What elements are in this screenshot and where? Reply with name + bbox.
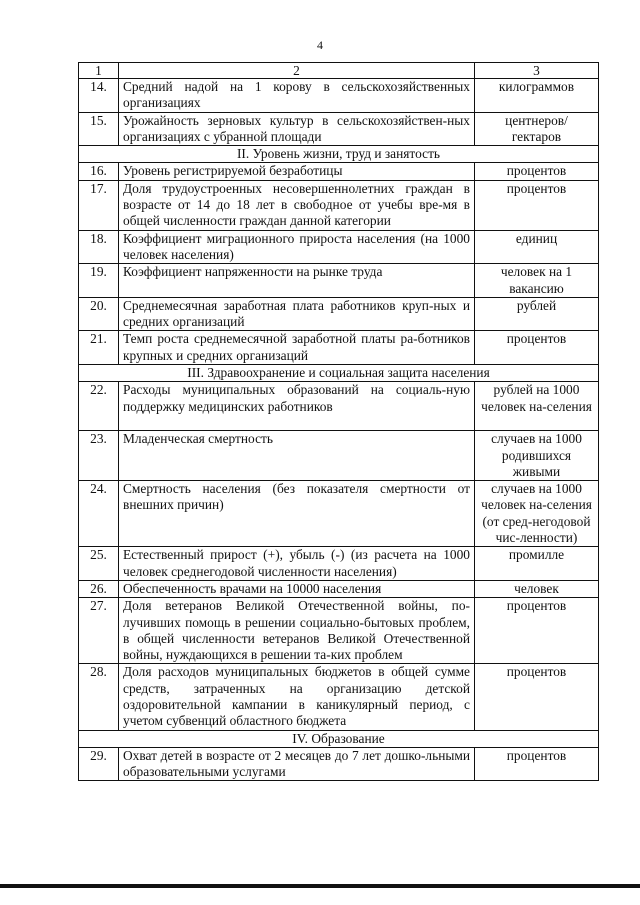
unit-of-measure: центнеров/ гектаров bbox=[475, 112, 599, 146]
section-title: IV. Образование bbox=[79, 730, 599, 747]
row-number: 27. bbox=[79, 598, 119, 664]
indicator-name: Уровень регистрируемой безработицы bbox=[119, 163, 475, 180]
table-row bbox=[79, 382, 599, 431]
table-row bbox=[79, 112, 599, 146]
unit-of-measure: процентов bbox=[475, 664, 599, 730]
unit-of-measure: единиц bbox=[475, 230, 599, 264]
table-row bbox=[79, 664, 599, 730]
row-number: 28. bbox=[79, 664, 119, 730]
row-number: 23. bbox=[79, 431, 119, 481]
indicator-name: Естественный прирост (+), убыль (-) (из расчета на 1000 человек среднегодовой численности населения) bbox=[119, 547, 475, 581]
table-row bbox=[79, 163, 599, 180]
table-row bbox=[79, 230, 599, 264]
row-number: 29. bbox=[79, 747, 119, 781]
unit-of-measure: килограммов bbox=[475, 79, 599, 113]
indicator-name: Расходы муниципальных образований на социаль-ную поддержку медицинских работников bbox=[119, 382, 475, 431]
indicator-name: Смертность населения (без показателя смертности от внешних причин) bbox=[119, 481, 475, 547]
table-row bbox=[79, 747, 599, 781]
row-number: 20. bbox=[79, 297, 119, 331]
header-col-1: 1 bbox=[79, 63, 119, 79]
table-row bbox=[79, 431, 599, 481]
unit-of-measure: человек на 1 вакансию bbox=[475, 264, 599, 298]
unit-of-measure: процентов bbox=[475, 163, 599, 180]
indicator-name: Доля трудоустроенных несовершеннолетних граждан в возрасте от 14 до 18 лет в свободное от учебы вре-мя в общей численности граждан данной категории bbox=[119, 180, 475, 230]
indicator-name: Охват детей в возрасте от 2 месяцев до 7 лет дошко-льными образовательными услугами bbox=[119, 747, 475, 781]
unit-of-measure: случаев на 1000 родившихся живыми bbox=[475, 431, 599, 481]
row-number: 25. bbox=[79, 547, 119, 581]
row-number: 18. bbox=[79, 230, 119, 264]
indicators-table bbox=[78, 62, 599, 781]
table-row bbox=[79, 180, 599, 230]
indicator-name: Обеспеченность врачами на 10000 населения bbox=[119, 580, 475, 597]
table-row bbox=[79, 331, 599, 365]
bottom-border-bar bbox=[0, 884, 640, 888]
indicator-name: Доля ветеранов Великой Отечественной войны, по-лучивших помощь в решении социально-бытовых проблем, в общей численности ветеранов Великой Отечественной войны, нуждающихся в решении та-ких проблем bbox=[119, 598, 475, 664]
unit-of-measure: рублей на 1000 человек на-селения bbox=[475, 382, 599, 431]
unit-of-measure: процентов bbox=[475, 747, 599, 781]
indicator-name: Доля расходов муниципальных бюджетов в общей сумме средств, затраченных на организацию детской оздоровительной кампании в каникулярный период, с учетом субвенций областного бюджета bbox=[119, 664, 475, 730]
table-row bbox=[79, 598, 599, 664]
row-number: 14. bbox=[79, 79, 119, 113]
header-row bbox=[79, 63, 599, 79]
header-col-3: 3 bbox=[475, 63, 599, 79]
indicator-name: Среднемесячная заработная плата работников круп-ных и средних организаций bbox=[119, 297, 475, 331]
row-number: 22. bbox=[79, 382, 119, 431]
unit-of-measure: человек bbox=[475, 580, 599, 597]
indicator-name: Урожайность зерновых культур в сельскохозяйствен-ных организациях с убранной площади bbox=[119, 112, 475, 146]
unit-of-measure: рублей bbox=[475, 297, 599, 331]
row-number: 16. bbox=[79, 163, 119, 180]
table-row bbox=[79, 79, 599, 113]
unit-of-measure: процентов bbox=[475, 331, 599, 365]
section-title: III. Здравоохранение и социальная защита населения bbox=[79, 365, 599, 382]
row-number: 26. bbox=[79, 580, 119, 597]
section-title: II. Уровень жизни, труд и занятость bbox=[79, 146, 599, 163]
unit-of-measure: промилле bbox=[475, 547, 599, 581]
unit-of-measure: процентов bbox=[475, 180, 599, 230]
section-header-row bbox=[79, 146, 599, 163]
table-row bbox=[79, 481, 599, 547]
page-number: 4 bbox=[317, 38, 323, 52]
unit-of-measure: процентов bbox=[475, 598, 599, 664]
row-number: 15. bbox=[79, 112, 119, 146]
section-header-row bbox=[79, 730, 599, 747]
table-row bbox=[79, 264, 599, 298]
unit-of-measure: случаев на 1000 человек на-селения (от сред-негодовой чис-ленности) bbox=[475, 481, 599, 547]
row-number: 24. bbox=[79, 481, 119, 547]
table-row bbox=[79, 297, 599, 331]
indicator-name: Коэффициент миграционного прироста населения (на 1000 человек населения) bbox=[119, 230, 475, 264]
table-row bbox=[79, 580, 599, 597]
row-number: 17. bbox=[79, 180, 119, 230]
row-number: 19. bbox=[79, 264, 119, 298]
indicator-name: Младенческая смертность bbox=[119, 431, 475, 481]
row-number: 21. bbox=[79, 331, 119, 365]
indicator-name: Коэффициент напряженности на рынке труда bbox=[119, 264, 475, 298]
header-col-2: 2 bbox=[119, 63, 475, 79]
table-row bbox=[79, 547, 599, 581]
indicator-name: Темп роста среднемесячной заработной платы ра-ботников крупных и средних организаций bbox=[119, 331, 475, 365]
indicator-name: Средний надой на 1 корову в сельскохозяйственных организациях bbox=[119, 79, 475, 113]
section-header-row bbox=[79, 365, 599, 382]
